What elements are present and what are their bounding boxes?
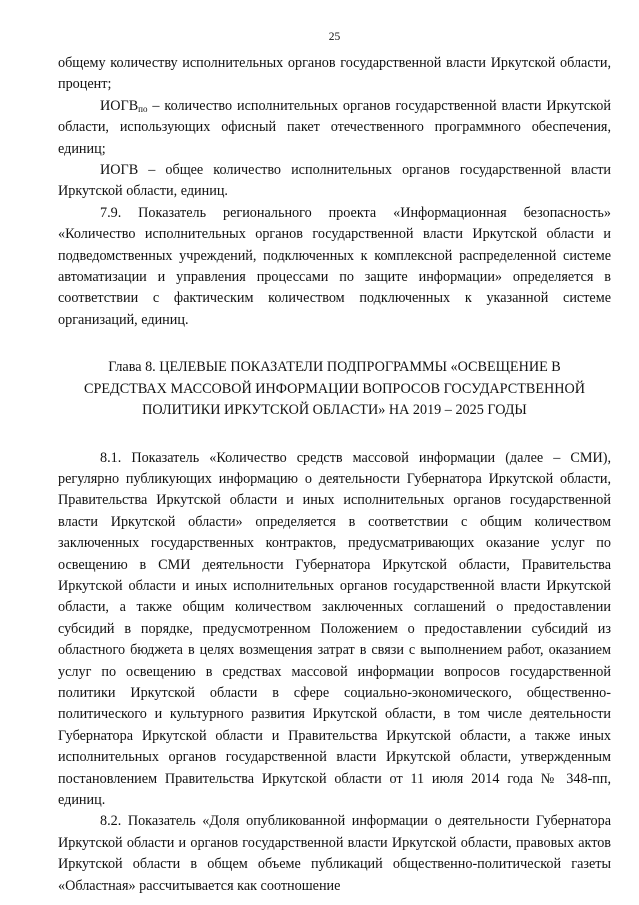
chapter-heading-line: СРЕДСТВАХ МАССОВОЙ ИНФОРМАЦИИ ВОПРОСОВ ГОСУДАРСТВЕННОЙ: [84, 380, 585, 397]
iogv-po-description: – количество исполнительных органов государственной власти Иркутской области, использующих офисный пакет отечественного программного обеспечения, единиц;: [58, 97, 611, 157]
paragraph-share-continuation: общему количеству исполнительных органов государственной власти Иркутской области, процент;: [58, 55, 611, 93]
paragraph-7-9: 7.9. Показатель регионального проекта «Информационная безопасность» «Количество исполнительных органов государственной власти Иркутской области и подведомственных учреждений, подключенных к комплексной распределенной системе автоматизации и управления процессами по защите информации» определяется в соответствии с фактическим количеством подключенных к указанной системе организаций, единиц.: [58, 204, 611, 328]
paragraph-iogv-po-definition: [58, 96, 611, 160]
chapter-heading-line: Глава 8. ЦЕЛЕВЫЕ ПОКАЗАТЕЛИ ПОДПРОГРАММЫ «ОСВЕЩЕНИЕ В: [108, 359, 561, 376]
paragraph-8-1: 8.1. Показатель «Количество средств массовой информации (далее – СМИ), регулярно публикующих информацию о деятельности Губернатора Иркутской области, Правительства Иркутской области и иных исполнительных органов государственной власти Иркутской области» определяется в соответствии с общим количеством заключенных государственных контрактов, предусматривающих оказание услуг по освещению в СМИ деятельности Губернатора Иркутской области, Правительства Иркутской области и иных исполнительных органов государственной власти Иркутской области, а также общим количеством заключенных соглашений о предоставлении субсидий в порядке, предусмотренном Положением о предоставлении субсидий из областного бюджета в целях возмещения затрат в связи с выполнением работ, оказанием услуг по освещению в средствах массовой информации вопросов государственной политики Иркутской области в сфере социально-экономического, общественно-политического и культурного развития Иркутской области, в том числе деятельности Губернатора Иркутской области и Правительства Иркутской области, а также иных исполнительных органов государственной власти Иркутской области, утвержденным постановлением Правительства Иркутской области от 11 июля 2014 года № 348-пп, единиц.: [58, 449, 611, 808]
iogv-subscript: по: [138, 103, 148, 114]
iogv-symbol: ИОГВ: [100, 97, 139, 114]
page-number: 25: [328, 31, 341, 43]
paragraph-8-2: 8.2. Показатель «Доля опубликованной информации о деятельности Губернатора Иркутской области и органов государственной власти Иркутской области, правовых актов Иркутской области в общем объеме публикаций общественно-политической газеты «Областная» рассчитывается как соотношение: [58, 813, 611, 894]
paragraph-iogv-definition: ИОГВ – общее количество исполнительных органов государственной власти Иркутской области, единиц.: [58, 162, 611, 200]
chapter-heading: [58, 357, 611, 421]
chapter-heading-line: ПОЛИТИКИ ИРКУТСКОЙ ОБЛАСТИ» НА 2019 – 2025 ГОДЫ: [142, 402, 527, 419]
